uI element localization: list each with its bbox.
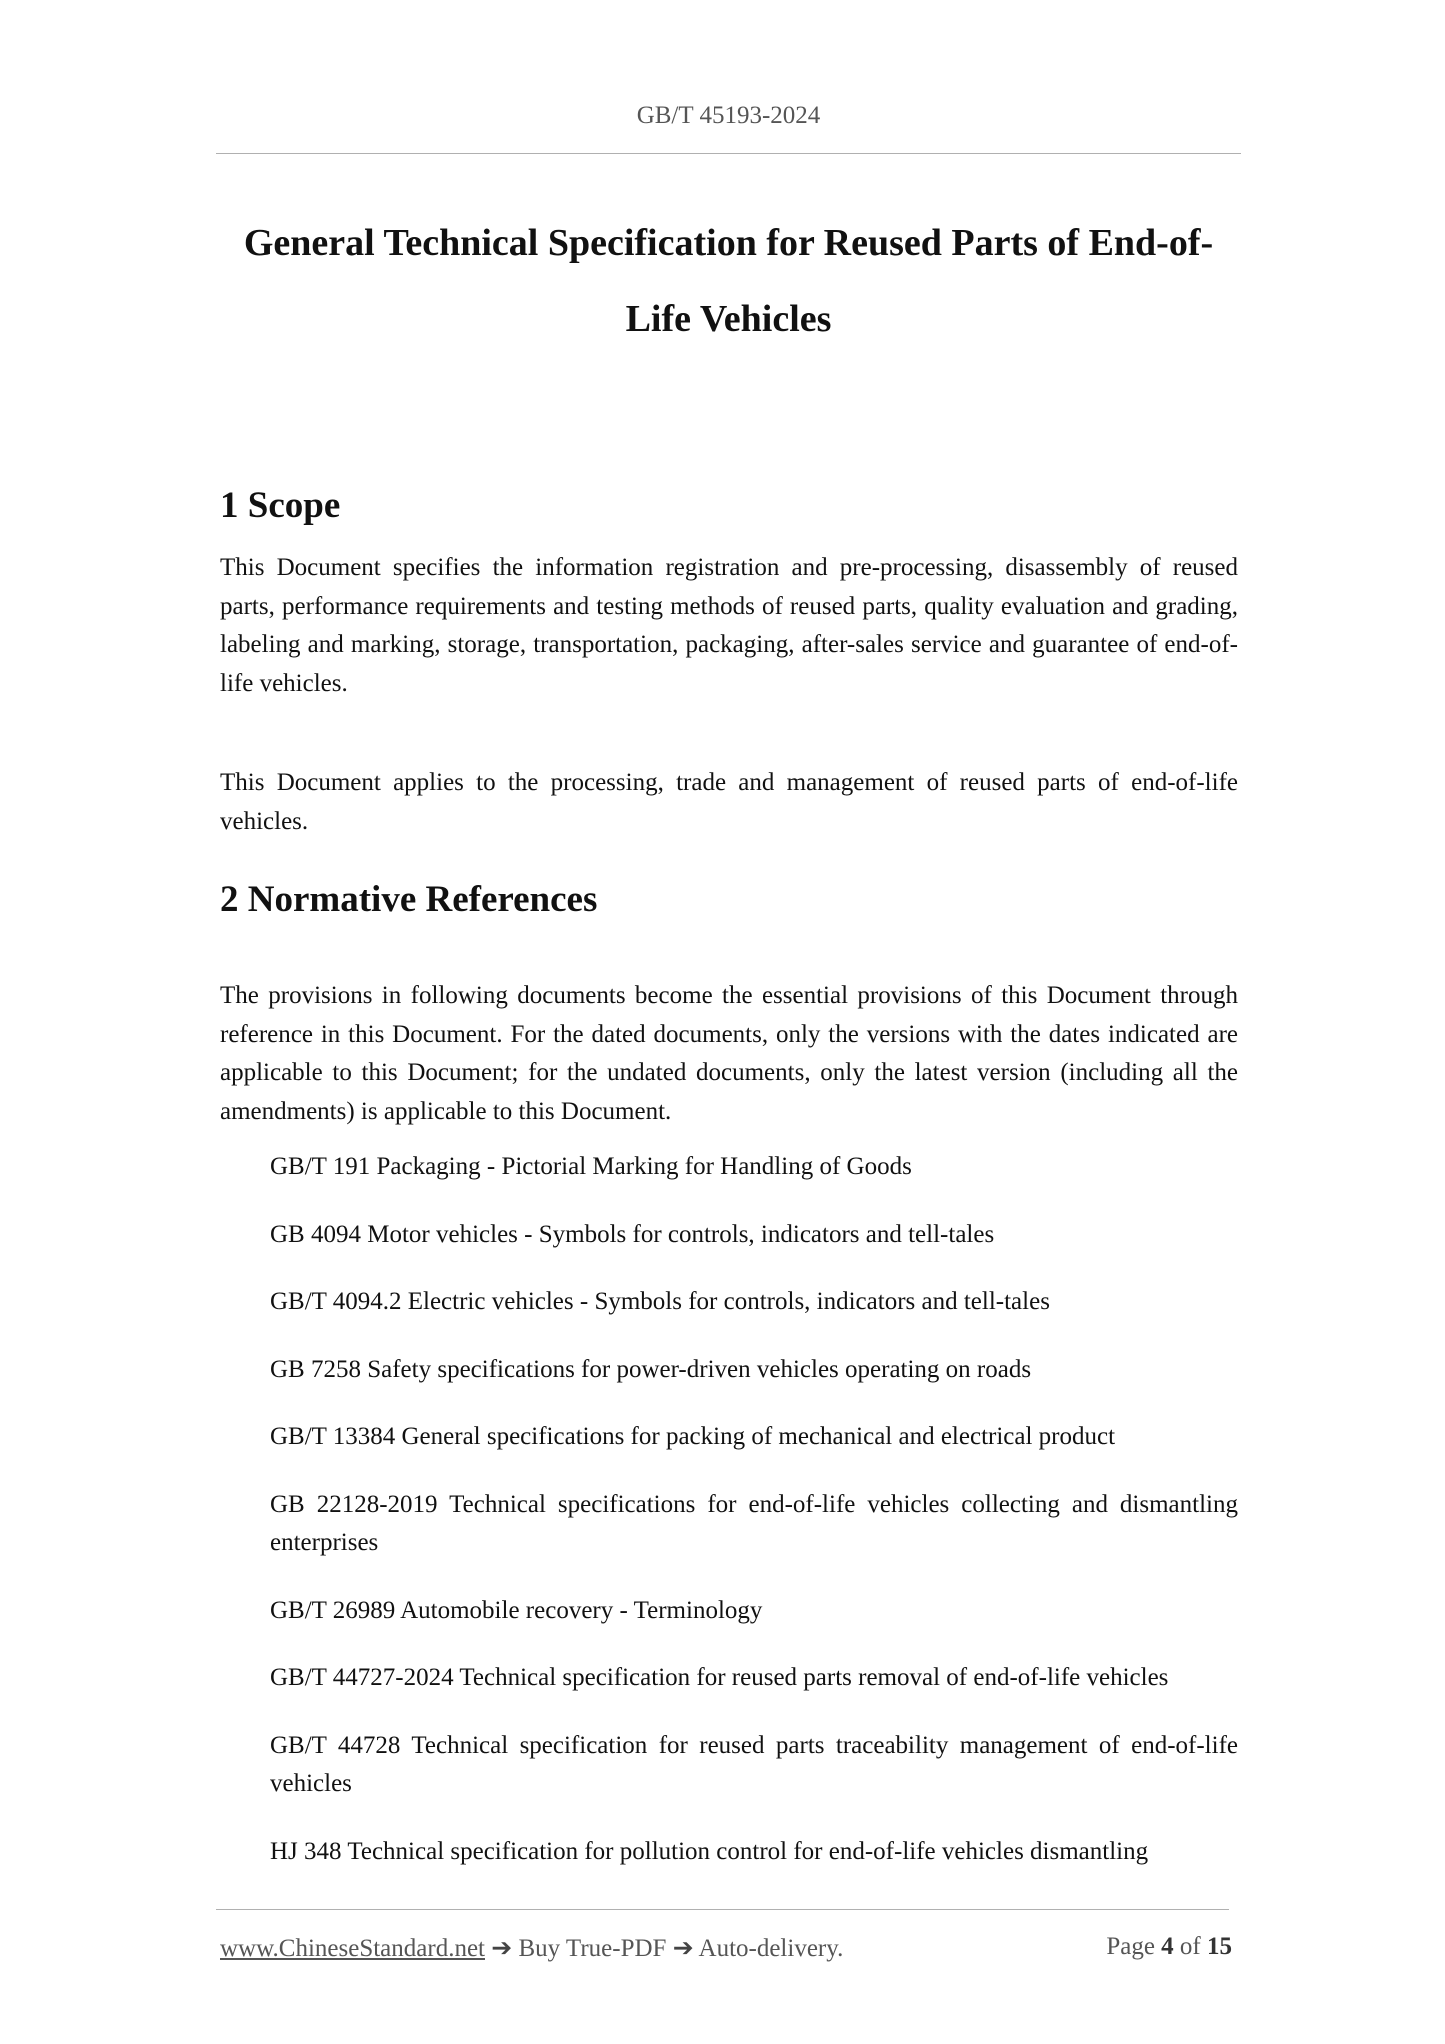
right-arrow-icon: ➔ — [672, 1935, 694, 1962]
auto-delivery-text: Auto-delivery. — [698, 1935, 844, 1962]
page-label: Page — [1106, 1933, 1155, 1960]
scope-paragraph-2: This Document applies to the processing, trade and management of reused parts of end-of-life vehicles. — [220, 769, 1238, 835]
reference-item: GB 4094 Motor vehicles - Symbols for controls, indicators and tell-tales — [270, 1220, 995, 1248]
reference-item: GB 22128-2019 Technical specifications for end-of-life vehicles collecting and dismantling enterprises — [270, 1490, 1238, 1556]
website-link[interactable]: www.ChineseStandard.net — [220, 1935, 485, 1962]
header-divider — [216, 153, 1241, 154]
section-heading-normative-references: 2 Normative References — [220, 879, 598, 920]
of-label: of — [1179, 1933, 1201, 1960]
reference-item: GB 7258 Safety specifications for power-driven vehicles operating on roads — [270, 1355, 1032, 1383]
footer-divider — [216, 1909, 1229, 1910]
buy-true-pdf-text: Buy True-PDF — [518, 1935, 667, 1962]
document-title: General Technical Specification for Reused Parts of End-of-Life Vehicles — [243, 222, 1214, 340]
scope-paragraph-1: This Document specifies the information registration and pre-processing, disassembly of reused parts, performance requirements and testing methods of reused parts, quality evaluation and grading, labeling and marking, storage, transportation, packaging, after-sales service and guarantee of end-of-life vehicles. — [220, 554, 1238, 697]
reference-item: GB/T 191 Packaging - Pictorial Marking for Handling of Goods — [270, 1153, 912, 1180]
reference-item: GB/T 44728 Technical specification for reused parts traceability management of end-of-life vehicles — [270, 1731, 1238, 1797]
reference-item: GB/T 44727-2024 Technical specification for reused parts removal of end-of-life vehicles — [270, 1664, 1169, 1691]
right-arrow-icon: ➔ — [491, 1935, 513, 1962]
running-header: GB/T 45193-2024 — [636, 102, 821, 129]
footer-promo — [220, 1933, 843, 1963]
reference-item: GB/T 13384 General specifications for packing of mechanical and electrical product — [270, 1423, 1116, 1450]
total-pages: 15 — [1207, 1933, 1232, 1960]
page-counter — [1106, 1933, 1232, 1961]
reference-item: HJ 348 Technical specification for pollution control for end-of-life vehicles dismantling — [270, 1837, 1149, 1865]
section-heading-scope: 1 Scope — [220, 485, 341, 526]
page-number: 4 — [1161, 1933, 1174, 1960]
normative-references-intro: The provisions in following documents become the essential provisions of this Document through reference in this Document. For the dated documents, only the versions with the dates indicated are applicable to this Document; for the undated documents, only the latest version (including all the amendments) is applicable to this Document. — [220, 982, 1238, 1125]
reference-item: GB/T 4094.2 Electric vehicles - Symbols for controls, indicators and tell-tales — [270, 1288, 1050, 1315]
reference-item: GB/T 26989 Automobile recovery - Terminology — [270, 1596, 763, 1624]
reference-list — [270, 1148, 1238, 1900]
